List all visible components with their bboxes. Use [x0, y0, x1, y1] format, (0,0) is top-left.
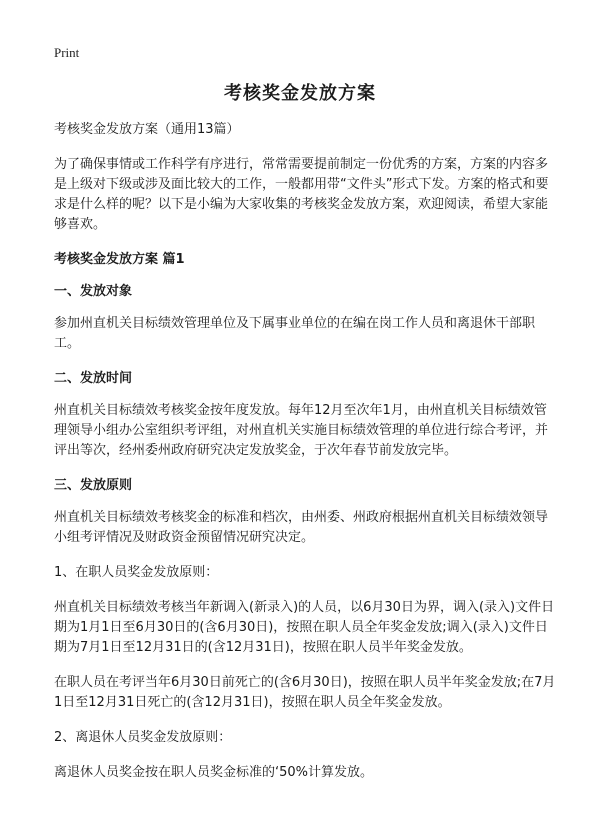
- heading-recipients: 一、发放对象: [54, 284, 133, 299]
- retired-staff-paragraph: 离退休人员奖金按在职人员奖金标准的‘50%计算发放。: [54, 765, 374, 780]
- principles-paragraph: 州直机关目标绩效考核奖金的标准和档次，由州委、州政府根据州直机关目标绩效领导小组考评情况及财政资金预留情况研究决定。: [54, 510, 549, 545]
- subheading-retired-staff: 2、离退休人员奖金发放原则：: [54, 730, 232, 745]
- active-staff-paragraph-1: 州直机关目标绩效考核当年新调入(新录入)的人员，以6月30日为界，调入(录入)文件日期为1月1日至6月30日的(含6月30日)，按照在职人员全年奖金发放;调入(录入)文件日期为7月1日至12月31日的(含12月31日)，按照在职人员半年奖金发放。: [54, 600, 555, 655]
- recipients-paragraph: 参加州直机关目标绩效管理单位及下属事业单位的在编在岗工作人员和离退休干部职工。: [54, 316, 536, 351]
- document-body: [54, 120, 558, 798]
- timing-paragraph: 州直机关目标绩效考核奖金按年度发放。每年12月至次年1月，由州直机关目标绩效管理领导小组办公室组织考评组，对州直机关实施目标绩效管理的单位进行综合考评，并评出等次，经州委州政府研究决定发放奖金，于次年春节前发放完毕。: [54, 403, 549, 458]
- heading-principles: 三、发放原则: [54, 478, 133, 493]
- active-staff-paragraph-2: 在职人员在考评当年6月30日前死亡的(含6月30日)，按照在职人员半年奖金发放;在7月1日至12月31日死亡的(含12月31日)，按照在职人员全年奖金发放。: [54, 675, 556, 710]
- subheading-active-staff: 1、在职人员奖金发放原则：: [54, 565, 219, 580]
- section-title: 考核奖金发放方案 篇1: [54, 252, 185, 267]
- page-title: 考核奖金发放方案: [224, 83, 376, 104]
- print-link[interactable]: Print: [54, 45, 80, 60]
- heading-timing: 二、发放时间: [54, 371, 133, 386]
- intro-paragraph: 为了确保事情或工作科学有序进行，常常需要提前制定一份优秀的方案，方案的内容多是上级对下级或涉及面比较大的工作，一般都用带“文件头”形式下发。方案的格式和要求是什么样的呢？以下是小编为大家收集的考核奖金发放方案，欢迎阅读，希望大家能够喜欢。: [54, 157, 549, 232]
- document-subtitle: 考核奖金发放方案（通用13篇）: [54, 122, 240, 137]
